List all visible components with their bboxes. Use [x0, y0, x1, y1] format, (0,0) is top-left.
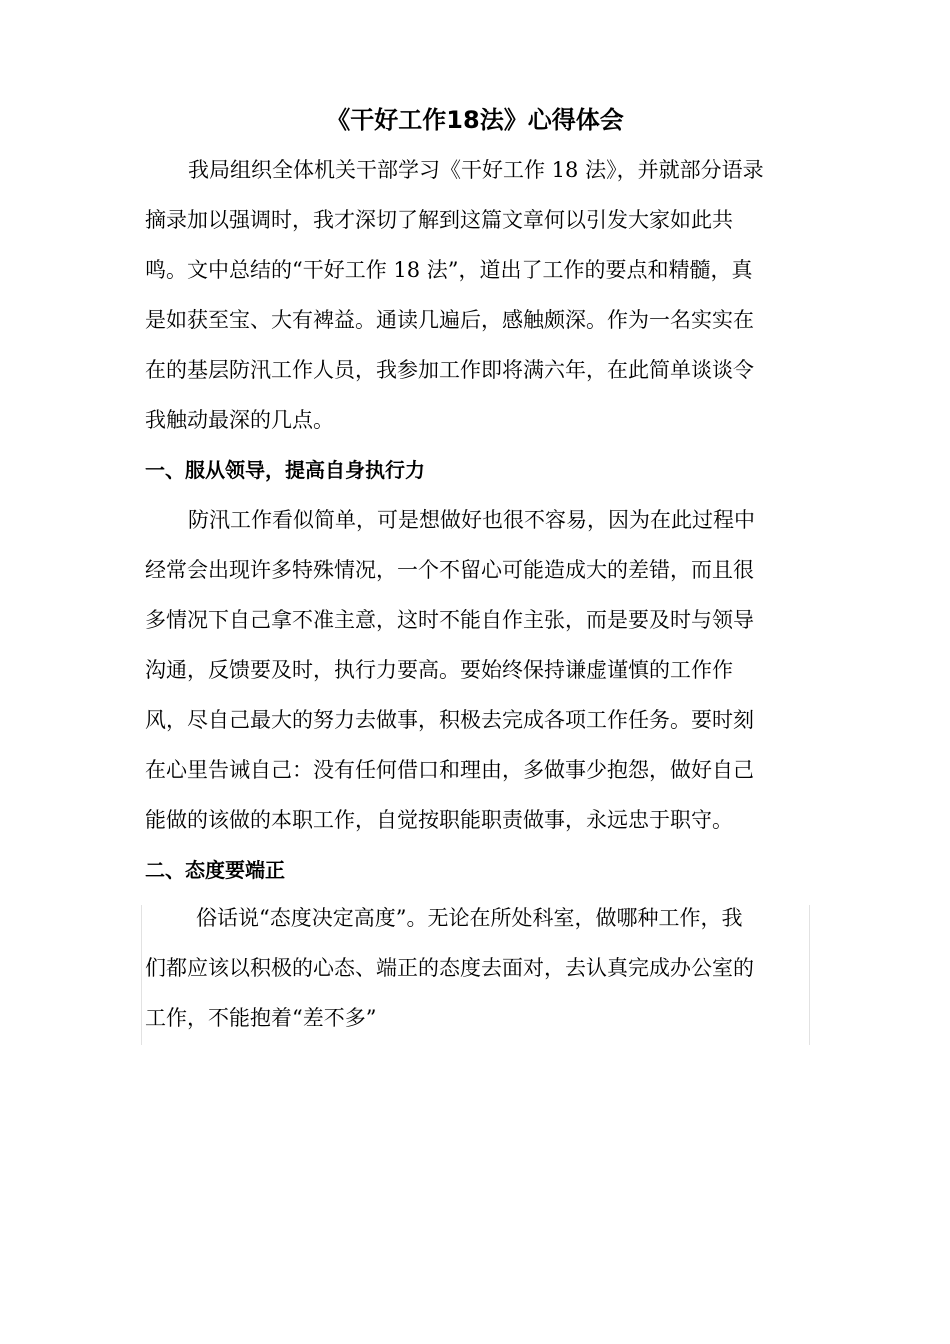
section-heading-2: 二、态度要端正 [145, 858, 285, 882]
intro-line: 我局组织全体机关干部学习《干好工作 18 法》，并就部分语录 [188, 158, 764, 182]
intro-line: 摘录加以强调时，我才深切了解到这篇文章何以引发大家如此共 [145, 208, 733, 232]
section1-line: 沟通，反馈要及时，执行力要高。要始终保持谦虚谨慎的工作作 [145, 658, 733, 682]
section1-line: 多情况下自己拿不准主意，这时不能自作主张，而是要及时与领导 [145, 608, 754, 632]
section1-line: 经常会出现许多特殊情况，一个不留心可能造成大的差错，而且很 [145, 558, 754, 582]
intro-line: 我触动最深的几点。 [145, 408, 334, 432]
section1-line: 防汛工作看似简单，可是想做好也很不容易，因为在此过程中 [188, 508, 755, 532]
intro-line: 在的基层防汛工作人员，我参加工作即将满六年，在此简单谈谈令 [145, 358, 754, 382]
section1-line: 在心里告诫自己：没有任何借口和理由，多做事少抱怨，做好自己 [145, 758, 754, 782]
section1-line: 风，尽自己最大的努力去做事，积极去完成各项工作任务。要时刻 [145, 708, 754, 732]
section2-line: 工作，不能抱着“差不多” [145, 1006, 377, 1030]
section2-line: 们都应该以积极的心态、端正的态度去面对，去认真完成办公室的 [145, 956, 754, 980]
section-heading-1: 一、服从领导，提高自身执行力 [145, 458, 425, 482]
intro-line: 是如获至宝、大有裨益。通读几遍后，感触颇深。作为一名实实在 [145, 308, 754, 332]
section1-line: 能做的该做的本职工作，自觉按职能职责做事，永远忠于职守。 [145, 808, 733, 832]
document-title: 《干好工作18法》心得体会 [326, 106, 624, 134]
section2-line: 俗话说“态度决定高度”。无论在所处科室，做哪种工作，我 [196, 906, 743, 930]
intro-line: 鸣。文中总结的“干好工作 18 法”，道出了工作的要点和精髓，真 [145, 258, 753, 282]
